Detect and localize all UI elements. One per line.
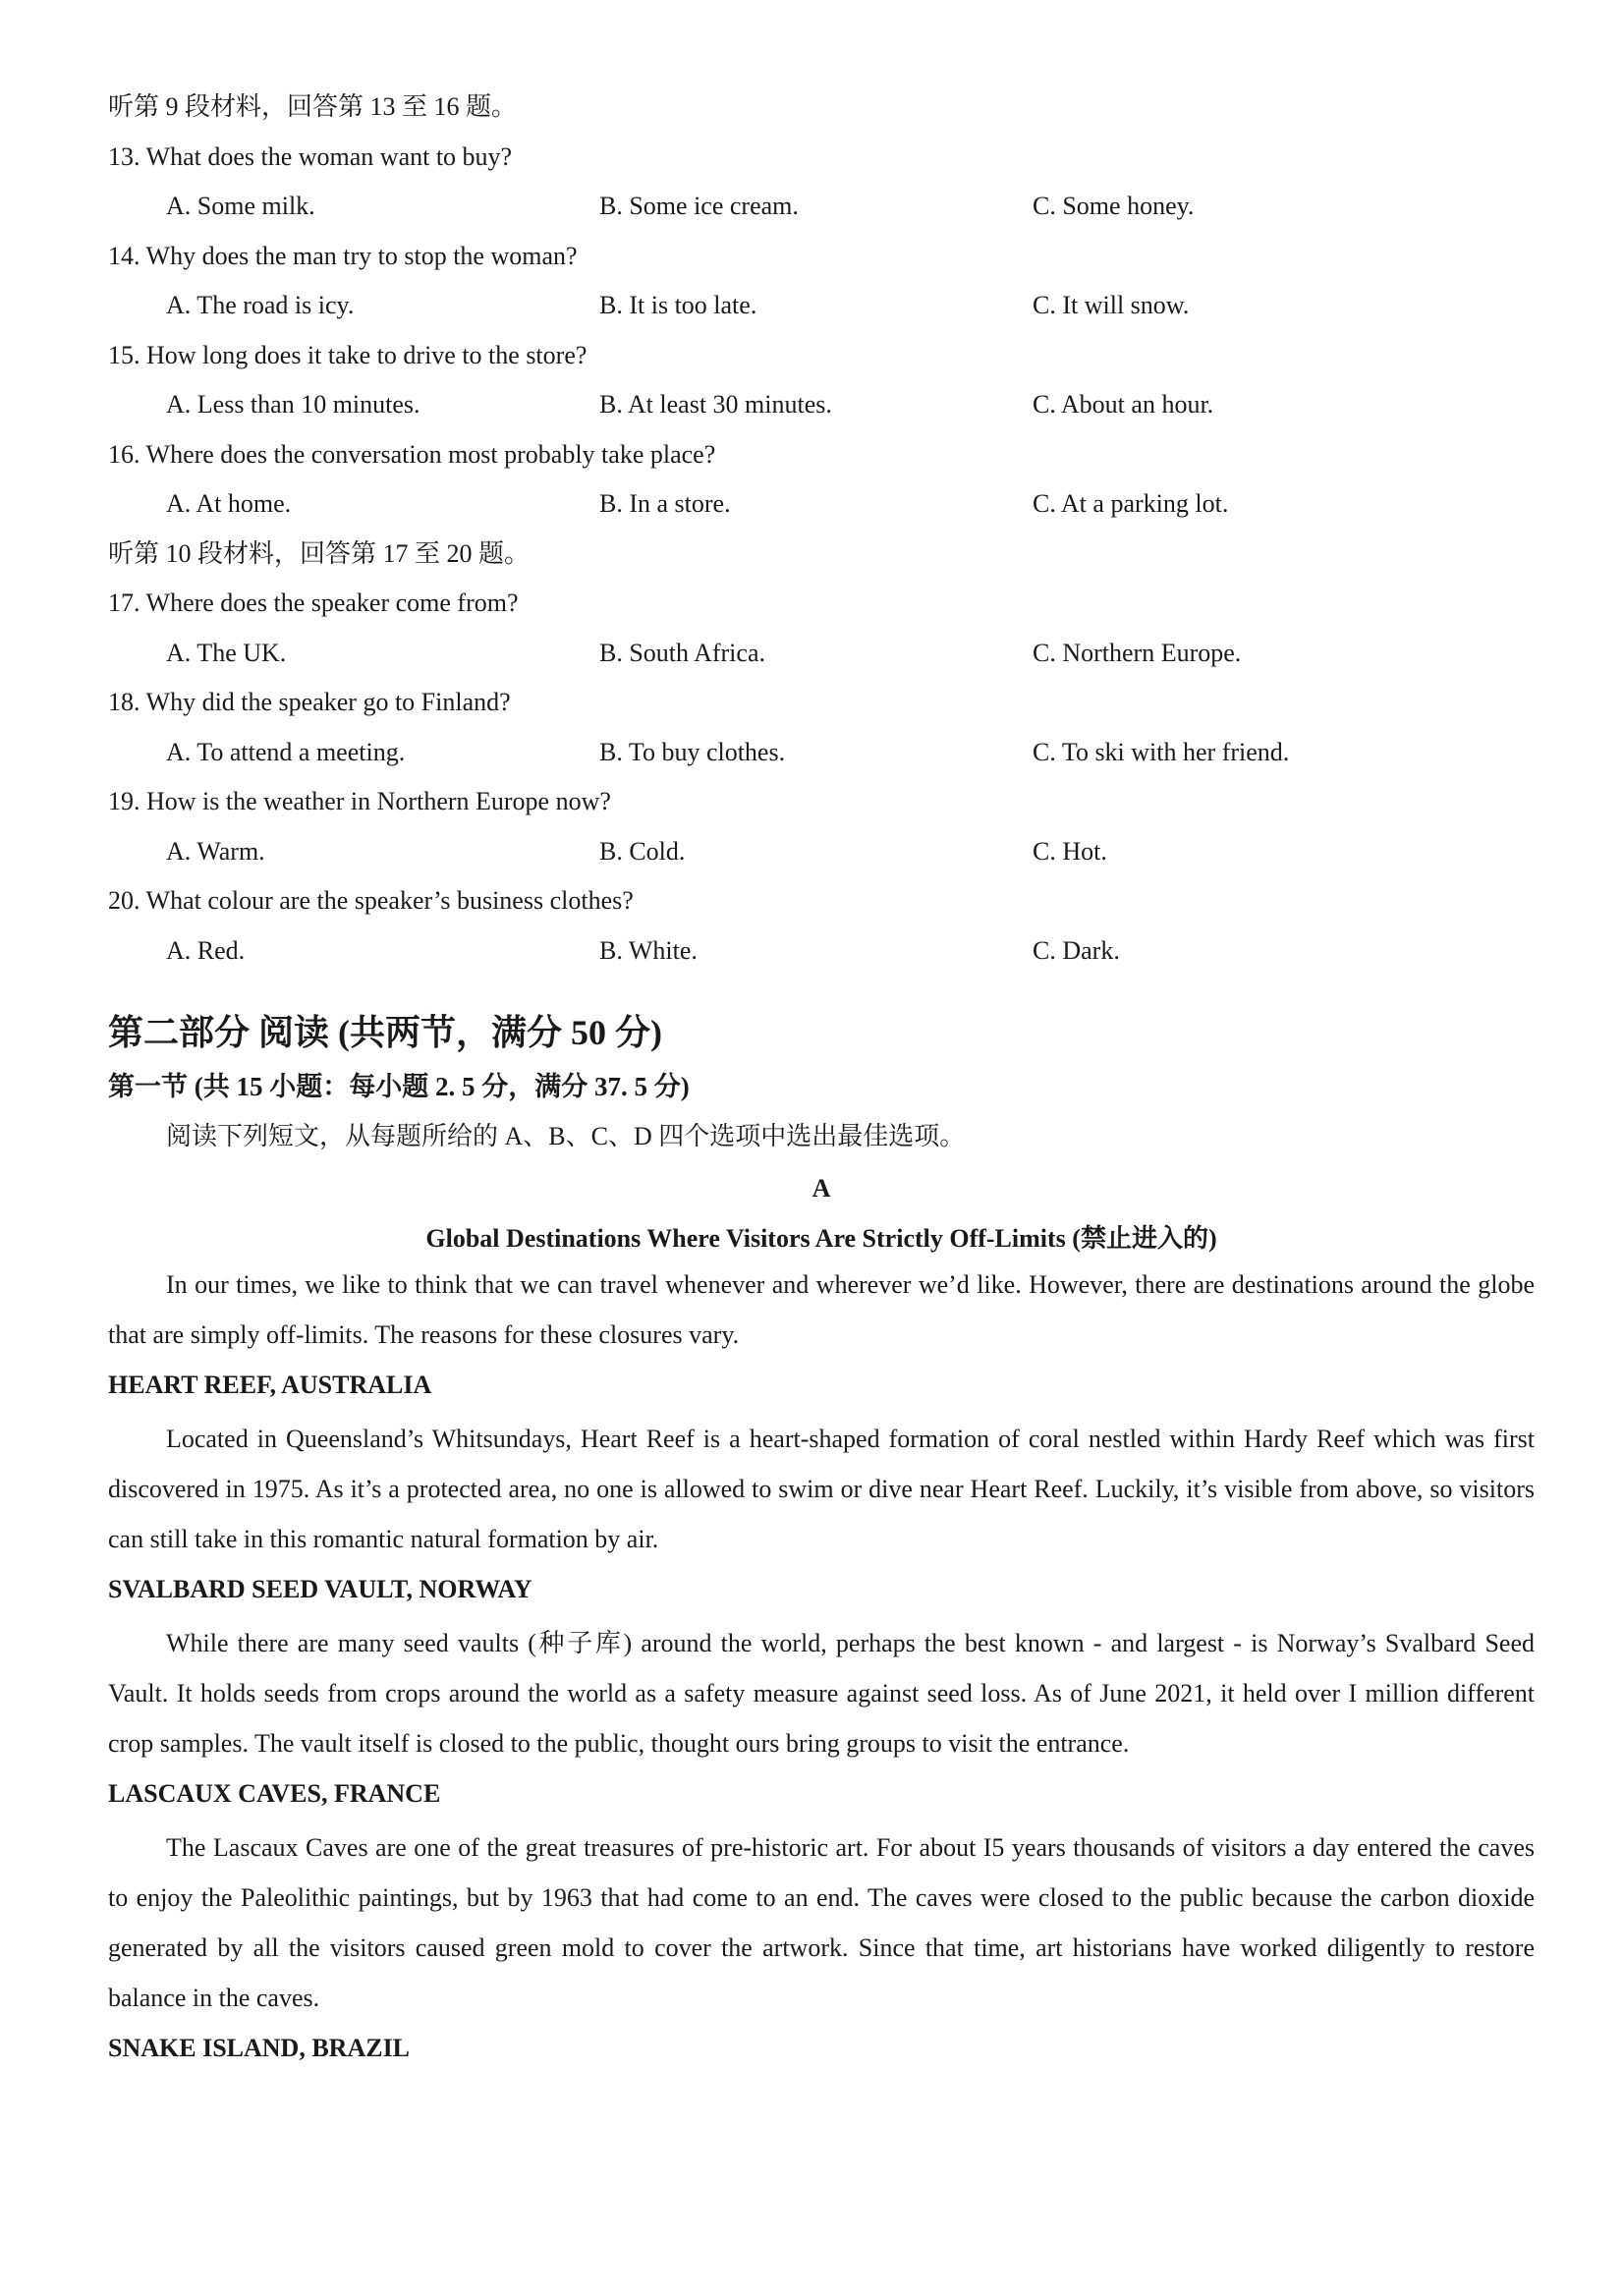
section-heading: HEART REEF, AUSTRALIA xyxy=(108,1370,432,1399)
segment-intro: 听第 9 段材料，回答第 13 至 16 题。 xyxy=(108,92,518,121)
question-stem: 13. What does the woman want to buy? xyxy=(108,141,513,171)
option-row xyxy=(108,289,1535,322)
option-c: C. Dark. xyxy=(1033,935,1120,965)
option-b: B. It is too late. xyxy=(599,291,757,319)
option-c: C. Some honey. xyxy=(1033,192,1195,220)
question-stem: 14. Why does the man try to stop the woman? xyxy=(108,241,578,270)
option-c: C. It will snow. xyxy=(1033,291,1190,319)
question-stem: 20. What colour are the speaker’s business clothes? xyxy=(108,886,634,915)
section-title: 第一节 (共 15 小题：每小题 2. 5 分，满分 37. 5 分) xyxy=(108,1071,690,1101)
passage-letter: A xyxy=(812,1173,831,1203)
option-b: B. In a store. xyxy=(599,489,731,518)
part-title: 第二部分 阅读 (共两节，满分 50 分) xyxy=(108,1012,662,1052)
section-paragraph: While there are many seed vaults (种子库) around the world, perhaps the best known - and largest - is Norway’s Svalbard Seed Vault. It holds seeds from crops around the world as a safety measure against seed loss. As of June 2021, it held over I million different crop samples. The vault itself is closed to the public, thought ours bring groups to visit the entrance. xyxy=(108,1628,1535,1758)
option-a: A. Warm. xyxy=(166,836,265,866)
option-row xyxy=(108,388,1535,421)
question-15 xyxy=(108,339,1535,422)
option-b: B. At least 30 minutes. xyxy=(599,390,832,419)
question-stem: 17. Where does the speaker come from? xyxy=(108,588,519,617)
option-a: A. The UK. xyxy=(166,638,287,667)
option-a: A. The road is icy. xyxy=(166,291,355,319)
segment-intro: 听第 10 段材料，回答第 17 至 20 题。 xyxy=(108,538,531,568)
passage-intro: In our times, we like to think that we can travel whenever and wherever we’d like. However, there are destinations around the globe that are simply off-limits. The reasons for these closures vary. xyxy=(108,1269,1535,1349)
option-b: B. To buy clothes. xyxy=(599,737,786,766)
question-stem: 15. How long does it take to drive to the store? xyxy=(108,340,588,369)
question-16 xyxy=(108,438,1535,522)
question-17 xyxy=(108,587,1535,670)
question-20 xyxy=(108,884,1535,968)
section-paragraph: Located in Queensland’s Whitsundays, Heart Reef is a heart-shaped formation of coral nestled within Hardy Reef which was first discovered in 1975. As it’s a protected area, no one is allowed to swim or dive near Heart Reef. Luckily, it’s visible from above, so visitors can still take in this romantic natural formation by air. xyxy=(108,1424,1535,1553)
instruction: 阅读下列短文，从每题所给的 A、B、C、D 四个选项中选出最佳选项。 xyxy=(166,1121,966,1150)
option-row xyxy=(108,835,1535,868)
option-b: B. White. xyxy=(599,935,698,965)
option-b: B. Some ice cream. xyxy=(599,192,799,220)
option-row xyxy=(108,736,1535,769)
option-a: A. Some milk. xyxy=(166,192,315,220)
option-c: C. Northern Europe. xyxy=(1033,638,1242,667)
option-a: A. At home. xyxy=(166,489,292,518)
question-stem: 18. Why did the speaker go to Finland? xyxy=(108,688,511,716)
exam-page xyxy=(108,90,1535,2073)
option-row xyxy=(108,637,1535,670)
option-a: A. Red. xyxy=(166,935,246,965)
option-row xyxy=(108,190,1535,223)
section-heading: SNAKE ISLAND, BRAZIL xyxy=(108,2033,411,2062)
option-row xyxy=(108,934,1535,968)
question-stem: 16. Where does the conversation most probably take place? xyxy=(108,439,716,469)
option-c: C. About an hour. xyxy=(1033,390,1214,419)
option-b: B. Cold. xyxy=(599,836,686,866)
question-14 xyxy=(108,240,1535,323)
option-a: A. To attend a meeting. xyxy=(166,737,406,766)
option-c: C. Hot. xyxy=(1033,836,1107,866)
passage-title: Global Destinations Where Visitors Are Strictly Off-Limits (禁止进入的) xyxy=(425,1223,1217,1253)
question-18 xyxy=(108,686,1535,769)
question-13 xyxy=(108,140,1535,224)
option-a: A. Less than 10 minutes. xyxy=(166,390,420,419)
section-paragraph: The Lascaux Caves are one of the great treasures of pre-historic art. For about I5 years thousands of visitors a day entered the caves to enjoy the Paleolithic paintings, but by 1963 that had come to an end. The caves were closed to the public because the carbon dioxide generated by all the visitors caused green mold to cover the artwork. Since that time, art historians have worked diligently to restore balance in the caves. xyxy=(108,1832,1535,2012)
question-19 xyxy=(108,785,1535,868)
question-stem: 19. How is the weather in Northern Europe now? xyxy=(108,787,611,815)
option-row xyxy=(108,487,1535,521)
option-b: B. South Africa. xyxy=(599,638,765,667)
option-c: C. To ski with her friend. xyxy=(1033,737,1290,766)
section-heading: LASCAUX CAVES, FRANCE xyxy=(108,1778,441,1808)
section-heading: SVALBARD SEED VAULT, NORWAY xyxy=(108,1574,532,1603)
option-c: C. At a parking lot. xyxy=(1033,489,1229,518)
